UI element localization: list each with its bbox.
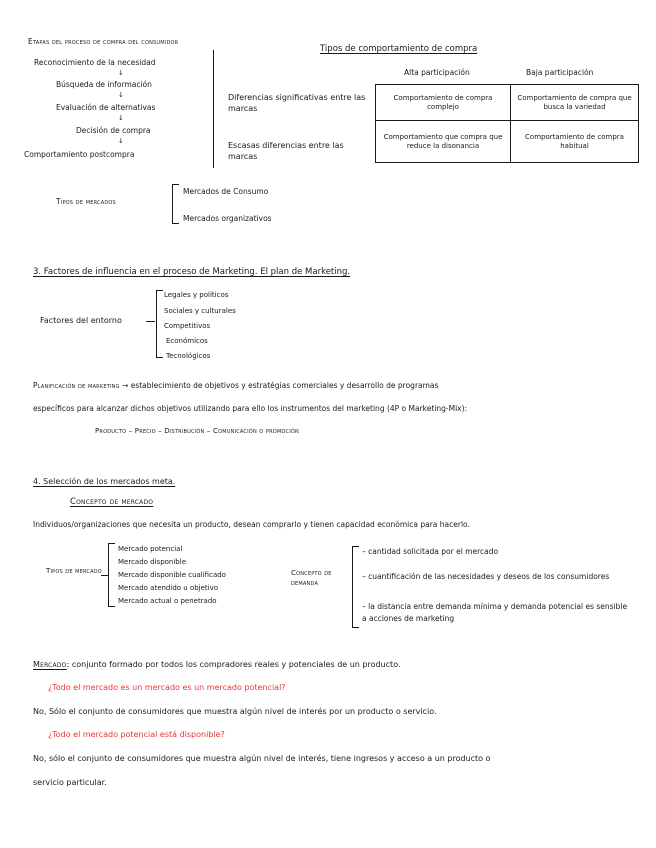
etapa-step: Evaluación de alternativas bbox=[56, 103, 156, 112]
tipos-mercados-label: Tipos de mercados bbox=[56, 197, 116, 206]
answer-2-cont: servicio particular. bbox=[33, 778, 107, 787]
down-arrow-icon: ↓ bbox=[118, 137, 124, 145]
factor-item: Sociales y culturales bbox=[164, 307, 236, 315]
planificacion-text: → establecimiento de objetivos y estratégias comerciales y desarrollo de programas bbox=[122, 381, 439, 390]
marketing-mix: Producto – Precio – Distribución – Comunicación o promoción bbox=[95, 427, 299, 435]
etapa-step: Comportamiento postcompra bbox=[24, 150, 135, 159]
brace bbox=[172, 184, 179, 224]
demanda-item: – la distancia entre demanda mínima y demanda potencial es sensible a acciones de marketing bbox=[362, 602, 628, 623]
col-header: Alta participación bbox=[404, 68, 470, 77]
divider bbox=[213, 50, 214, 168]
table-cell: Comportamiento de compra que busca la variedad bbox=[511, 85, 639, 121]
section4-title: 4. Selección de los mercados meta. bbox=[33, 477, 176, 486]
connector bbox=[146, 321, 155, 322]
tipos-mercados-item: Mercados organizativos bbox=[183, 214, 272, 223]
factor-item: Competitivos bbox=[164, 322, 211, 330]
concepto-mercado-text: Individuos/organizaciones que necesita un producto, desean comprarlo y tienen capacidad económica para hacerlo. bbox=[33, 520, 470, 529]
factor-item: Legales y políticos bbox=[164, 291, 229, 299]
answer-2: No, sólo el conjunto de consumidores que muestra algún nivel de interés, tiene ingresos y acceso a un producto o bbox=[33, 754, 491, 763]
table-cell: Comportamiento que compra que reduce la disonancia bbox=[376, 121, 511, 163]
etapas-title: Etapas del proceso de compra del consumidor bbox=[28, 37, 179, 46]
concepto-demanda-label: Concepto de demanda bbox=[291, 569, 332, 587]
table-cell: Comportamiento de compra habitual bbox=[511, 121, 639, 163]
etapa-step: Reconocimiento de la necesidad bbox=[34, 58, 156, 67]
tipo-mercado-item: Mercado potencial bbox=[118, 545, 183, 553]
tipo-mercado-item: Mercado actual o penetrado bbox=[118, 597, 217, 605]
down-arrow-icon: ↓ bbox=[118, 69, 124, 77]
brace bbox=[352, 546, 359, 628]
factor-item: Tecnológicos bbox=[166, 352, 211, 360]
concepto-mercado-title: Concepto de mercado bbox=[70, 497, 154, 507]
tipo-mercado-item: Mercado atendido u objetivo bbox=[118, 584, 219, 592]
col-header: Baja participación bbox=[526, 68, 594, 77]
planificacion-text: específicos para alcanzar dichos objetivos utilizando para ello los instrumentos del marketing (4P o Marketing-Mix): bbox=[33, 404, 468, 413]
comportamiento-title: Tipos de comportamiento de compra bbox=[320, 44, 478, 54]
tipos-mercados-item: Mercados de Consumo bbox=[183, 187, 269, 196]
question-1: ¿Todo el mercado es un mercado es un mercado potencial? bbox=[48, 683, 286, 692]
mercado-term: Mercado bbox=[33, 660, 67, 669]
tipo-mercado-item: Mercado disponible cualificado bbox=[118, 571, 226, 579]
demanda-item: – cantidad solicitada por el mercado bbox=[362, 547, 499, 556]
factores-label: Factores del entorno bbox=[40, 316, 122, 325]
row-label: Diferencias significativas entre las marcas bbox=[228, 93, 366, 113]
tipo-mercado-item: Mercado disponible bbox=[118, 558, 186, 566]
etapa-step: Decisión de compra bbox=[76, 126, 151, 135]
question-2: ¿Todo el mercado potencial está disponible? bbox=[48, 730, 225, 739]
down-arrow-icon: ↓ bbox=[118, 114, 124, 122]
comportamiento-table bbox=[375, 84, 639, 163]
planificacion-label: Planificación de marketing bbox=[33, 381, 120, 390]
etapa-step: Búsqueda de información bbox=[56, 80, 152, 89]
table-cell: Comportamiento de compra complejo bbox=[376, 85, 511, 121]
brace bbox=[108, 543, 115, 607]
section3-title: 3. Factores de influencia en el proceso de Marketing. El plan de Marketing. bbox=[33, 267, 351, 277]
connector bbox=[101, 575, 108, 576]
tipos-mercado-label: Tipos de mercado bbox=[46, 567, 102, 575]
demanda-item: – cuantificación de las necesidades y deseos de los consumidores bbox=[362, 572, 610, 581]
mercado-definition: : conjunto formado por todos los compradores reales y potenciales de un producto. bbox=[66, 660, 401, 669]
answer-1: No, Sólo el conjunto de consumidores que muestra algún nivel de interés por un producto o servicio. bbox=[33, 707, 437, 716]
down-arrow-icon: ↓ bbox=[118, 91, 124, 99]
row-label: Escasas diferencias entre las marcas bbox=[228, 141, 344, 161]
factor-item: Económicos bbox=[166, 337, 208, 345]
brace bbox=[156, 290, 163, 358]
